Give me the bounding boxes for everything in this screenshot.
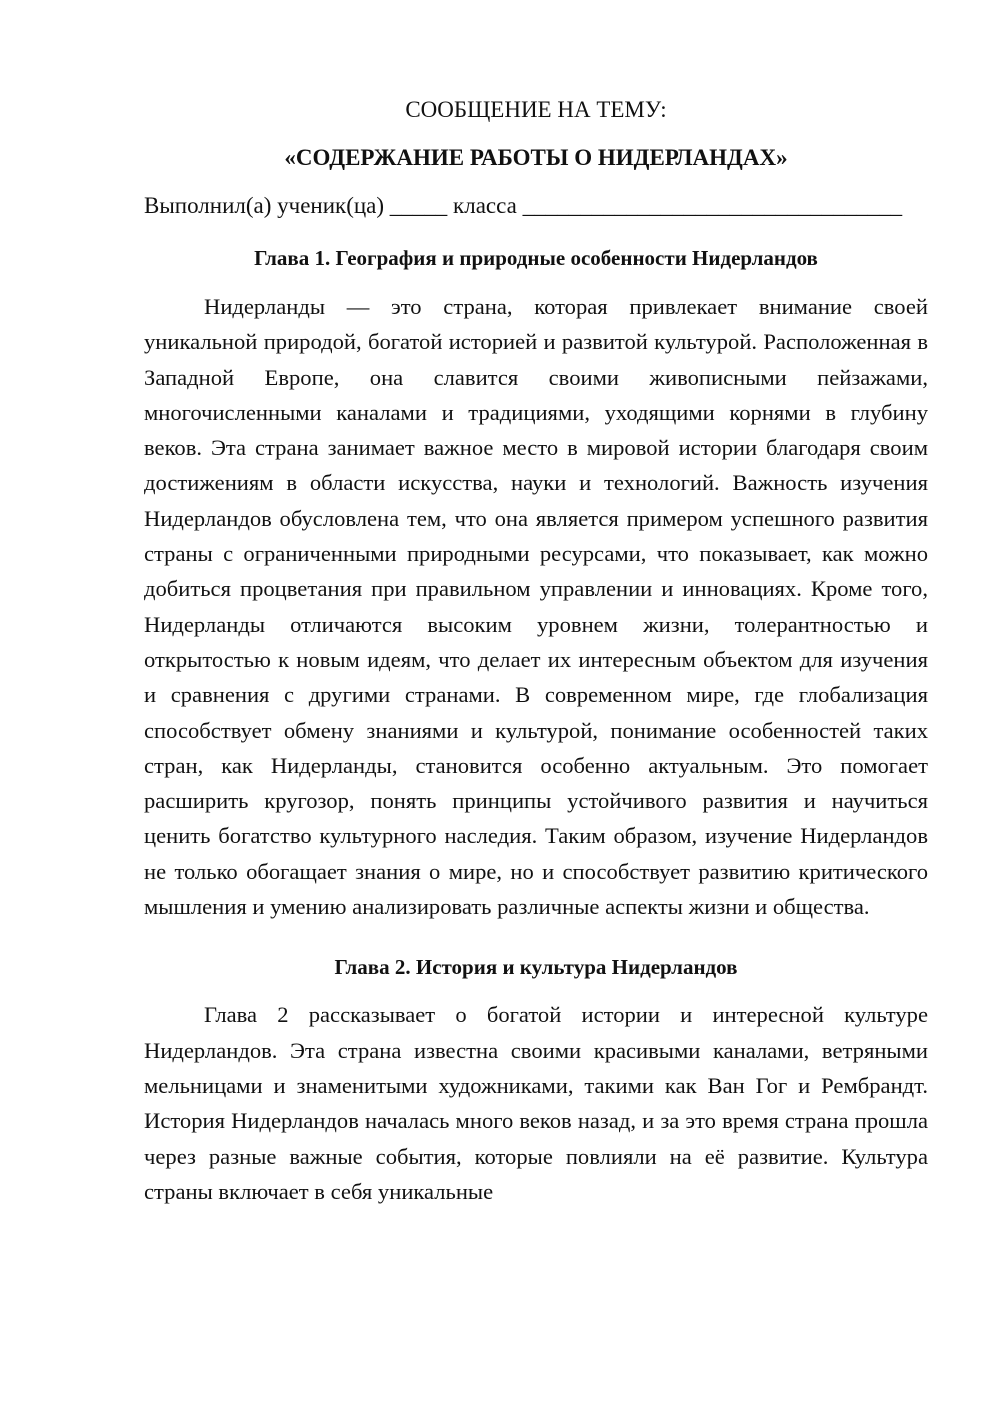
chapter-2-paragraph: Глава 2 рассказывает о богатой истории и интересной культуре Нидерландов. Эта страна известна своими красивыми каналами, ветряными мельницами и знаменитыми художниками, такими как Ван Гог и Рембрандт. История Нидерландов началась много веков назад, и за это время страна прошла через разные важные события, которые повлияли на её развитие. Культура страны включает в себя уникальные bbox=[144, 1002, 928, 1204]
document-title-line-2: «СОДЕРЖАНИЕ РАБОТЫ О НИДЕРЛАНДАХ» bbox=[284, 145, 788, 170]
chapter-1-heading: Глава 1. География и природные особенности Нидерландов bbox=[254, 246, 818, 270]
author-line: Выполнил(а) ученик(ца) _____ класса _________________________________ bbox=[144, 193, 903, 218]
document-title-line-1: СООБЩЕНИЕ НА ТЕМУ: bbox=[405, 97, 667, 122]
chapter-1-paragraph: Нидерланды — это страна, которая привлекает внимание своей уникальной природой, богатой историей и развитой культурой. Расположенная в Западной Европе, она славится своими живописными пейзажами, многочисленными каналами и традициями, уходящими корнями в глубину веков. Эта страна занимает важное место в мировой истории благодаря своим достижениям в области искусства, науки и технологий. Важность изучения Нидерландов обусловлена тем, что она является примером успешного развития страны с ограниченными природными ресурсами, что показывает, как можно добиться процветания при правильном управлении и инновациях. Кроме того, Нидерланды отличаются высоким уровнем жизни, толерантностью и открытостью к новым идеям, что делает их интересным объектом для изучения и сравнения с другими странами. В современном мире, где глобализация способствует обмену знаниями и культурой, понимание особенностей таких стран, как Нидерланды, становится особенно актуальным. Это помогает расширить кругозор, понять принципы устойчивого развития и научиться ценить богатство культурного наследия. Таким образом, изучение Нидерландов не только обогащает знания о мире, но и способствует развитию критического мышления и умению анализировать различные аспекты жизни и общества. bbox=[144, 294, 928, 920]
chapter-2-heading: Глава 2. История и культура Нидерландов bbox=[334, 955, 738, 980]
